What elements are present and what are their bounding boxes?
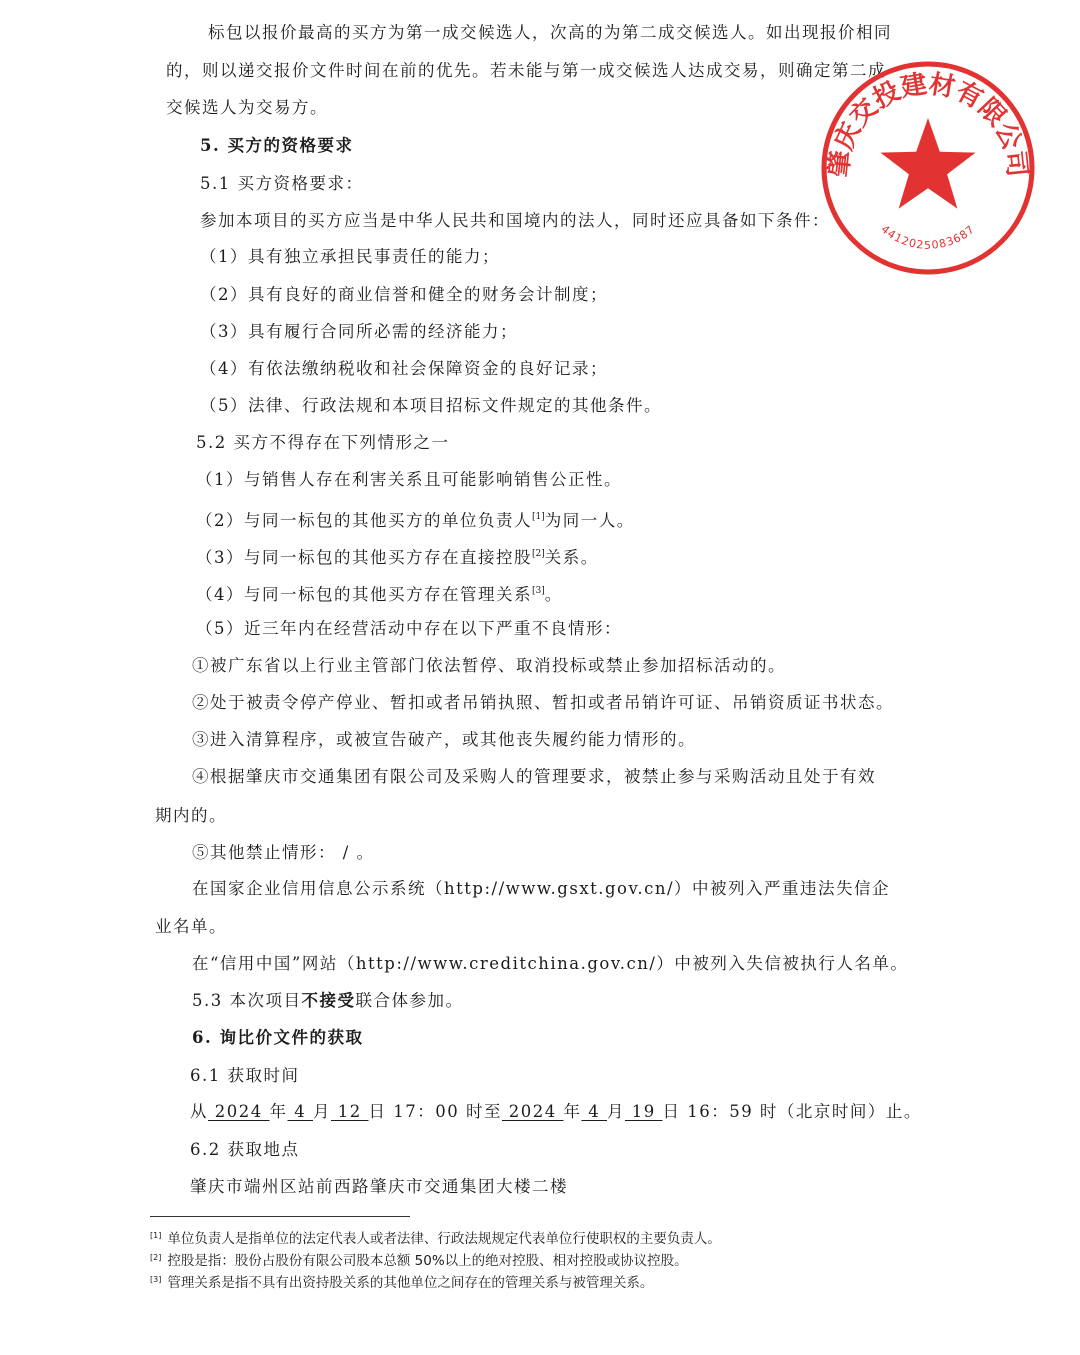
subsection-5-1: 5.1 买方资格要求： [200, 174, 364, 193]
list-item: （5）近三年内在经营活动中存在以下严重不良情形： [196, 619, 622, 638]
text-segment: 日 16：59 时（北京时间）止。 [662, 1102, 922, 1121]
list-item: （3）具有履行合同所必需的经济能力； [200, 322, 518, 341]
text-line: 业名单。 [155, 917, 227, 936]
footnote-text: 管理关系是指不具有出资持股关系的其他单位之间存在的管理关系与被管理关系。 [167, 1275, 654, 1291]
end-day: 19 [624, 1102, 663, 1121]
list-item-text: 。 [544, 585, 563, 604]
address-line: 肇庆市端州区站前西路肇庆市交通集团大楼二楼 [190, 1177, 568, 1196]
list-item [196, 580, 563, 606]
list-item: （4）有依法缴纳税收和社会保障资金的良好记录； [200, 359, 608, 378]
footnote-mark: [3] [150, 1275, 162, 1284]
list-item: （5）法律、行政法规和本项目招标文件规定的其他条件。 [200, 396, 662, 415]
sub-list-item: ④根据肇庆市交通集团有限公司及采购人的管理要求，被禁止参与采购活动且处于有效 [192, 767, 876, 786]
start-day: 12 [330, 1102, 369, 1121]
sub-list-item: ⑤其他禁止情形： / 。 [192, 843, 375, 862]
end-month: 4 [581, 1102, 607, 1121]
footnote [150, 1249, 688, 1270]
start-year: 2024 [208, 1102, 270, 1121]
list-item: （2）具有良好的商业信誉和健全的财务会计制度； [200, 285, 608, 304]
emphasis-text: 不接受 [301, 991, 356, 1010]
seal-number-path: 4412025083687 [878, 222, 978, 252]
sub-list-item: ③进入清算程序，或被宣告破产，或其他丧失履约能力情形的。 [192, 730, 696, 749]
text-segment: 月 [312, 1102, 331, 1121]
footnote-text: 控股是指：股份占股份有限公司股本总额 50%以上的绝对控股、相对控股或协议控股。 [167, 1253, 688, 1269]
text-line: 期内的。 [155, 806, 227, 825]
list-item-text: 为同一人。 [544, 511, 635, 530]
text-line: 在“信用中国”网站（http://www.creditchina.gov.cn/）中被列入失信被执行人名单。 [192, 954, 909, 973]
subsection-6-2: 6.2 获取地点 [190, 1140, 300, 1159]
text-line: 的，则以递交报价文件时间在前的优先。若未能与第一成交候选人达成交易，则确定第二成 [166, 61, 886, 80]
list-item: （1）与销售人存在利害关系且可能影响销售公正性。 [196, 470, 622, 489]
section-heading-5: 5. 买方的资格要求 [200, 136, 354, 155]
list-item-text: （2）与同一标包的其他买方的单位负责人 [196, 511, 532, 530]
list-item-text: （4）与同一标包的其他买方存在管理关系 [196, 585, 532, 604]
text-segment: 月 [606, 1102, 625, 1121]
footnote-ref: [3] [532, 586, 545, 596]
time-range-line [190, 1101, 922, 1123]
footnote-mark: [1] [150, 1231, 162, 1240]
start-month: 4 [287, 1102, 313, 1121]
text-line: 参加本项目的买方应当是中华人民共和国境内的法人，同时还应具备如下条件： [200, 211, 830, 230]
text-segment: 5.3 本次项目 [192, 991, 302, 1010]
sub-list-item: ②处于被责令停产停业、暂扣或者吊销执照、暂扣或者吊销许可证、吊销资质证书状态。 [192, 693, 894, 712]
text-segment: 日 17：00 时至 [368, 1102, 502, 1121]
list-item: （1）具有独立承担民事责任的能力； [200, 247, 500, 266]
list-item-text: （3）与同一标包的其他买方存在直接控股 [196, 548, 532, 567]
footnote-text: 单位负责人是指单位的法定代表人或者法律、行政法规规定代表单位行使职权的主要负责人。 [167, 1231, 721, 1247]
list-item [196, 543, 599, 569]
star-icon [880, 118, 975, 209]
text-line: 标包以报价最高的买方为第一成交候选人，次高的为第二成交候选人。如出现报价相同 [208, 23, 892, 42]
subsection-5-2: 5.2 买方不得存在下列情形之一 [196, 433, 450, 452]
list-item-text: 关系。 [544, 548, 599, 567]
text-segment: 从 [190, 1102, 208, 1121]
text-segment: 年 [563, 1102, 582, 1121]
subsection-5-3 [192, 990, 464, 1012]
sub-list-item: ①被广东省以上行业主管部门依法暂停、取消投标或禁止参加招标活动的。 [192, 656, 786, 675]
footnote-ref: [2] [532, 549, 545, 559]
footnote-ref: [1] [532, 512, 545, 522]
text-line: 交候选人为交易方。 [166, 98, 328, 117]
footnote-mark: [2] [150, 1253, 162, 1262]
text-segment: 年 [269, 1102, 288, 1121]
footnote [150, 1227, 721, 1248]
subsection-6-1: 6.1 获取时间 [190, 1066, 300, 1085]
footnote-divider [150, 1216, 410, 1217]
text-segment: 联合体参加。 [355, 991, 464, 1010]
end-year: 2024 [501, 1102, 564, 1121]
section-heading-6: 6. 询比价文件的获取 [192, 1028, 364, 1047]
text-line: 在国家企业信用信息公示系统（http://www.gsxt.gov.cn/）中被列入严重违法失信企 [192, 879, 891, 898]
list-item [196, 506, 635, 532]
company-seal [818, 58, 1038, 278]
footnote [150, 1271, 653, 1292]
seal-name-path: 肇庆交投建材有限公司 [824, 69, 1032, 179]
seal-number [879, 223, 978, 252]
